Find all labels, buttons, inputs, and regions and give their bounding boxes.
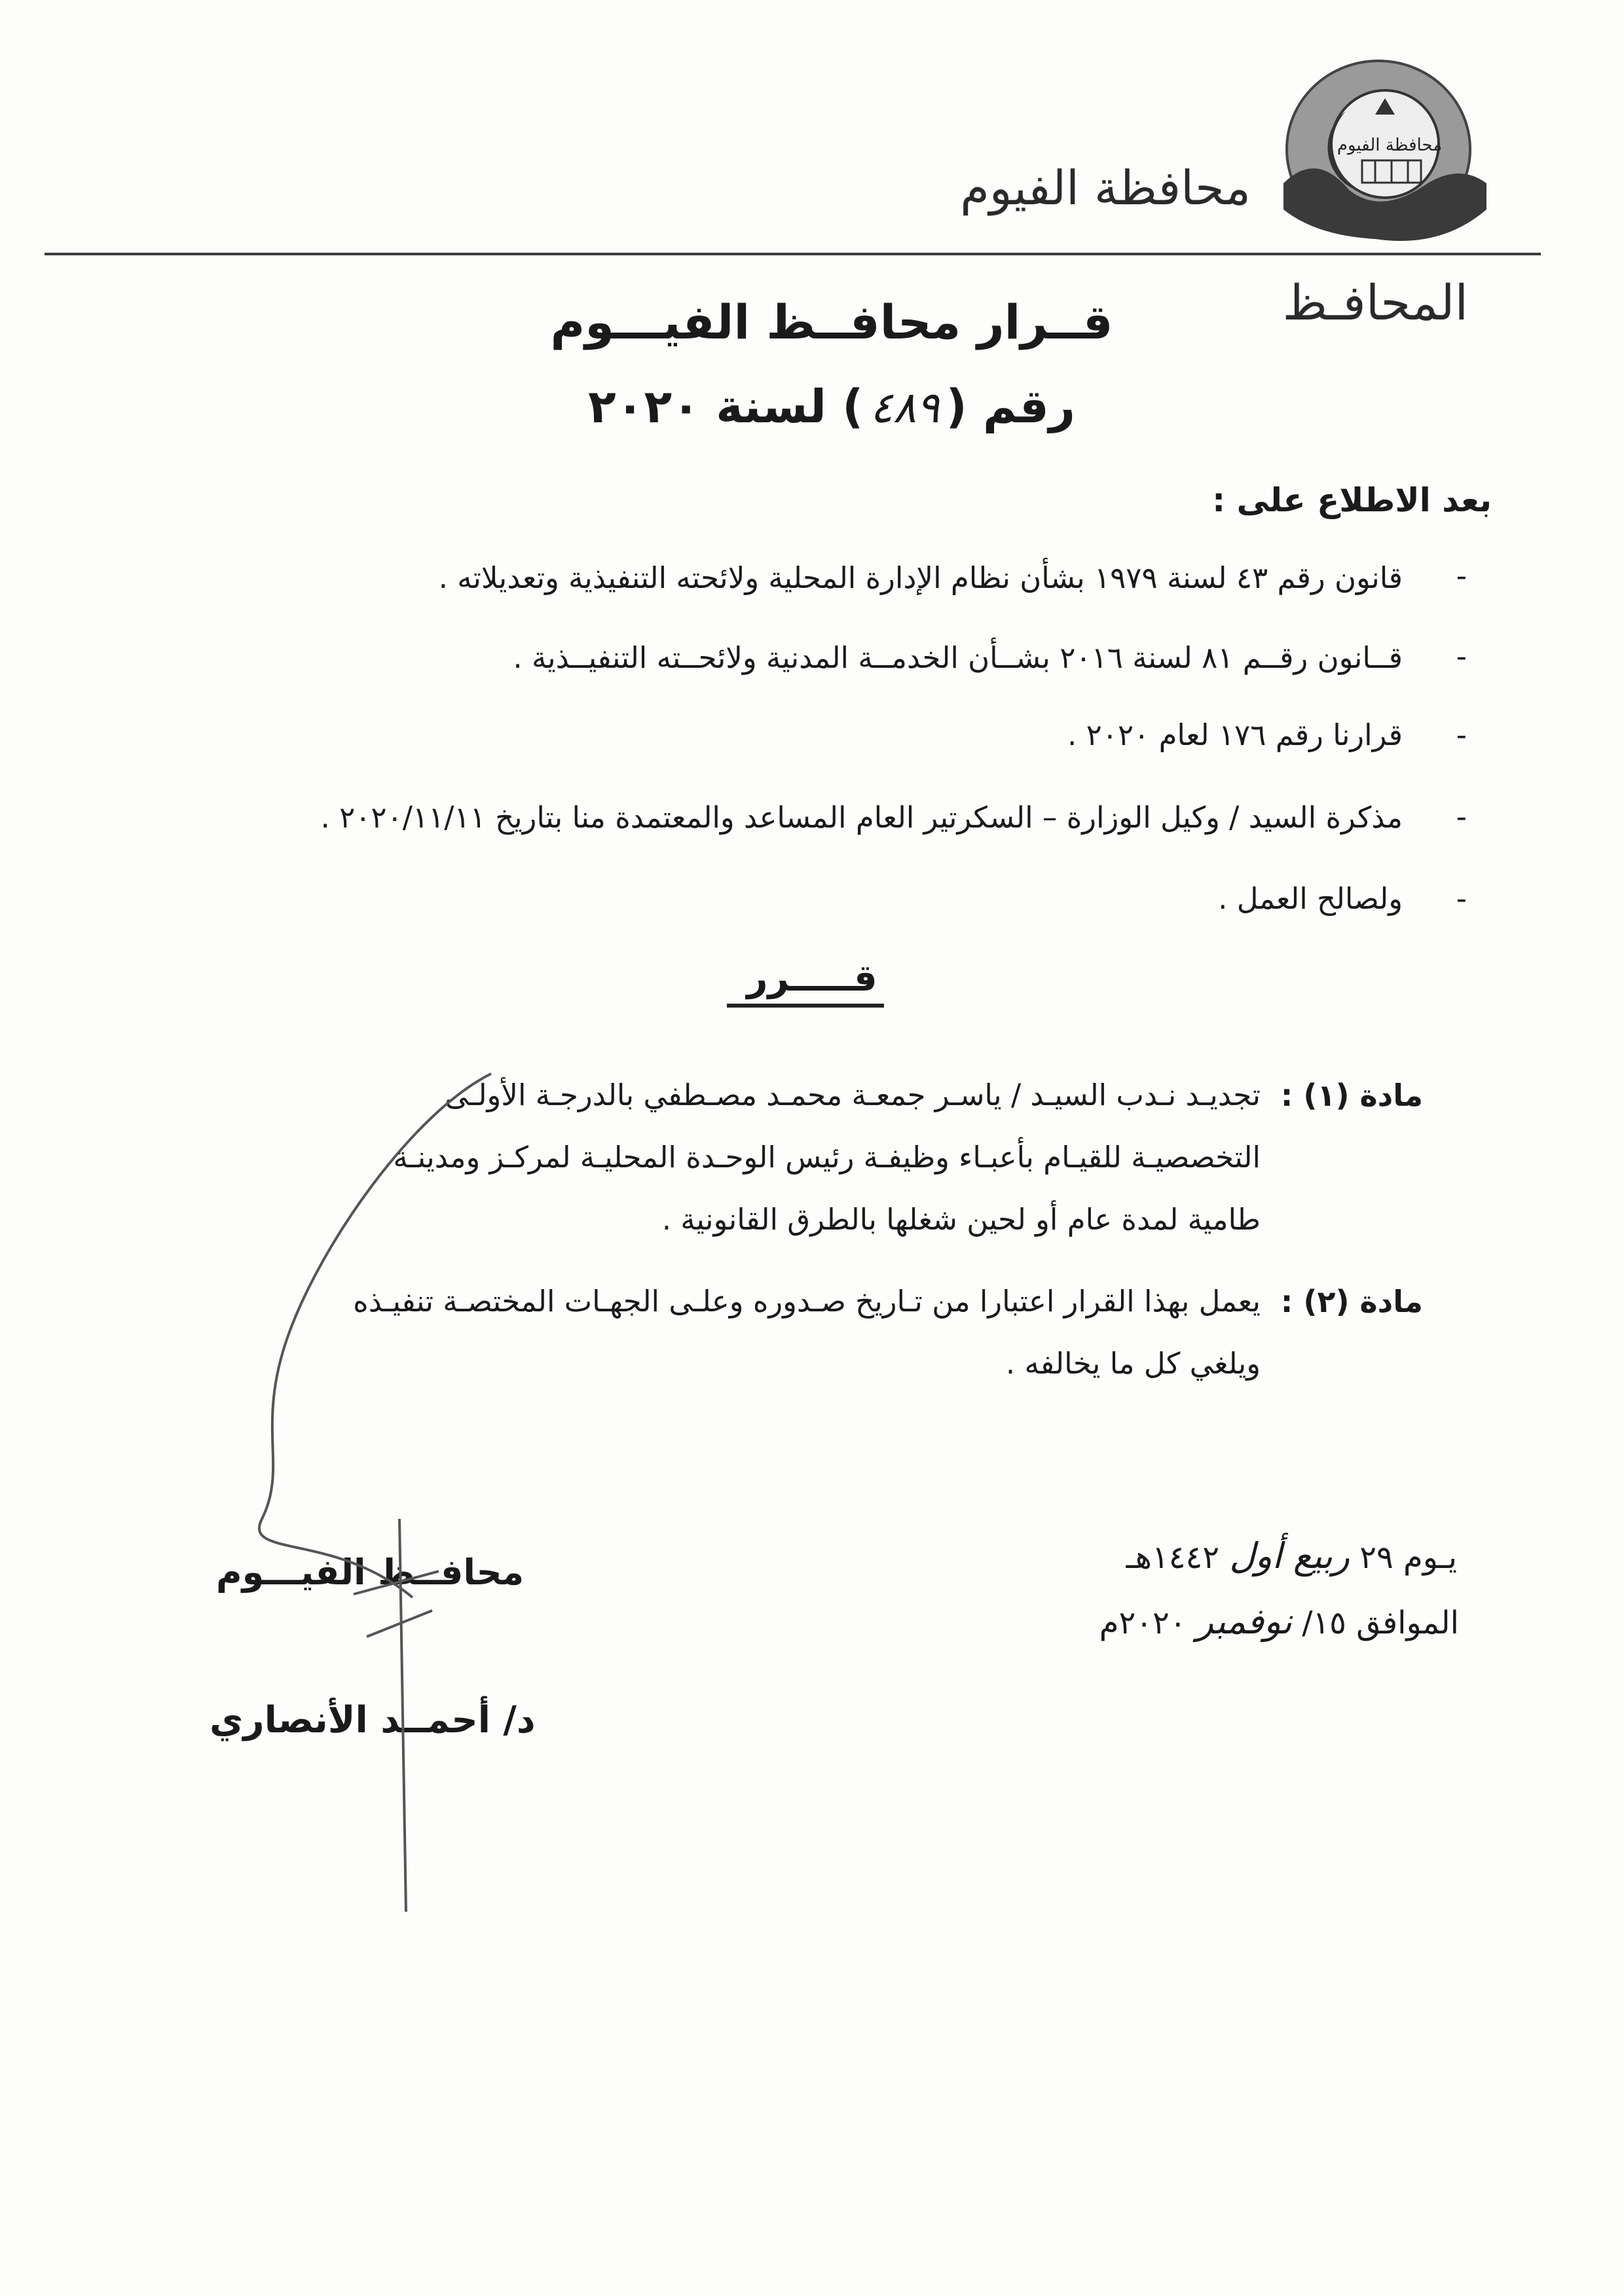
decision-number [511, 380, 1153, 433]
date-gregorian [1099, 1601, 1459, 1642]
recital-item: قانون رقم ٤٣ لسنة ١٩٧٩ بشأن نظام الإدارة المحلية ولائحته التنفيذية وتعديلاته . [438, 560, 1403, 595]
hijri-day: يـوم ٢٩ [1359, 1539, 1457, 1576]
decided-heading: قـــــرر [747, 957, 877, 1000]
article-2-label: مادة (٢) : [1280, 1284, 1423, 1319]
bullet-dash: - [1456, 558, 1467, 593]
bullet-dash: - [1456, 718, 1467, 752]
bullet-dash: - [1456, 881, 1467, 916]
date-hijri [1126, 1535, 1457, 1576]
decision-title: قــرار محافــظ الفيـــوم [550, 295, 1113, 350]
article-1-line: التخصصيـة للقيـام بأعبـاء وظيفـة رئيس الوحـدة المحليـة لمركـز ومدينـة [393, 1140, 1261, 1175]
handwritten-signature [216, 1061, 674, 1912]
recital-item: مذكرة السيد / وكيل الوزارة – السكرتير العام المساعد والمعتمدة منا بتاريخ ٢٠٢٠/١١/١١ . [320, 800, 1403, 835]
number-suffix: ) لسنة ٢٠٢٠ [588, 380, 864, 433]
recital-item: قرارنا رقم ١٧٦ لعام ٢٠٢٠ . [1067, 718, 1403, 752]
decision-number-value: ٤٨٩ [870, 382, 940, 433]
svg-text:محافظة الفيوم: محافظة الفيوم [1337, 136, 1443, 155]
article-1-line: تجديـد نـدب السيـد / ياسـر جمعـة محمـد مصـطفي بالدرجـة الأولـى [445, 1078, 1261, 1112]
recital-item: ولصالح العمل . [1218, 881, 1403, 916]
number-prefix: رقم ( [946, 380, 1075, 433]
governorate-seal-emblem [1277, 52, 1493, 249]
governorate-name: محافظة الفيوم [960, 160, 1251, 215]
bullet-dash: - [1456, 799, 1467, 834]
decided-underline [727, 1004, 884, 1008]
preamble-heading: بعد الاطلاع على : [1212, 481, 1492, 519]
bullet-dash: - [1456, 639, 1467, 674]
greg-year: ٢٠٢٠م [1099, 1605, 1187, 1641]
office-label: المحافـظ [1282, 275, 1468, 331]
article-2-line: ويلغي كل ما يخالفه . [1005, 1346, 1261, 1381]
article-2-line: يعمل بهذا القرار اعتبارا من تـاريخ صـدوره وعلـى الجهـات المختصـة تنفيـذه [353, 1284, 1261, 1319]
signatory-title: محافــظ الفيـــوم [216, 1552, 525, 1593]
recital-item: قــانون رقــم ٨١ لسنة ٢٠١٦ بشــأن الخدمــة المدنية ولائحــته التنفيــذية . [513, 640, 1403, 675]
article-1-label: مادة (١) : [1280, 1078, 1423, 1113]
article-1-line: طامية لمدة عام أو لحين شغلها بالطرق القانونية . [661, 1202, 1261, 1237]
signatory-name: د/ أحمــد الأنصاري [210, 1699, 536, 1741]
hijri-month: ربيع أول [1229, 1535, 1350, 1576]
header-divider [45, 253, 1541, 255]
greg-month: نوفمبر [1196, 1601, 1292, 1642]
greg-day: الموافق ١٥/ [1302, 1605, 1459, 1641]
hijri-year: ١٤٤٢هـ [1126, 1539, 1220, 1576]
